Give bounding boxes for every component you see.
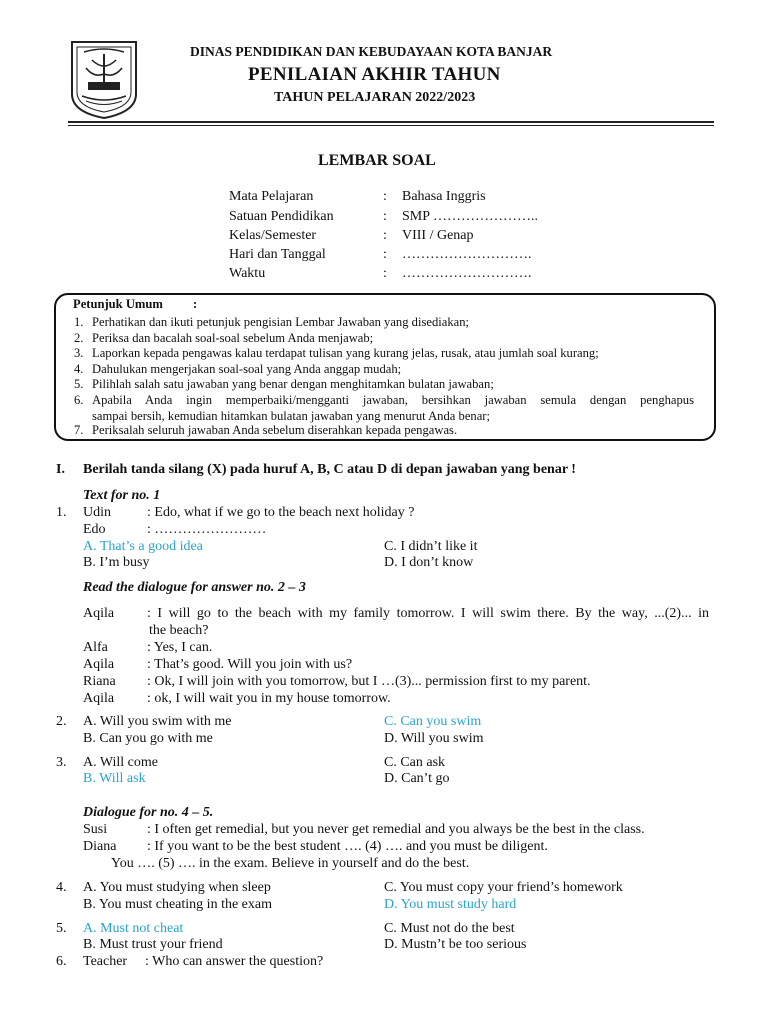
- dialog-speaker: Diana: [83, 839, 117, 854]
- option-a[interactable]: A. You must studying when sleep: [83, 880, 271, 895]
- dialog-text-continued: You …. (5) …. in the exam. Believe in yourself and do the best.: [111, 856, 470, 871]
- info-sep: :: [383, 266, 387, 281]
- option-c[interactable]: C. Can ask: [384, 755, 446, 770]
- info-label: Waktu: [229, 266, 266, 281]
- instruction-text: Apabila Anda ingin memperbaiki/mengganti jawaban, bersihkan jawaban semula dengan penghapus: [92, 393, 694, 407]
- text-heading: Dialogue for no. 4 – 5.: [83, 805, 214, 820]
- info-sep: :: [383, 247, 387, 262]
- regional-crest-icon: [68, 38, 140, 120]
- instruction-number: 2.: [74, 330, 84, 345]
- instructions-heading: Petunjuk Umum: [73, 297, 163, 311]
- option-c[interactable]: C. I didn’t like it: [384, 539, 478, 554]
- option-d-answer[interactable]: D. You must study hard: [384, 897, 517, 912]
- instruction-text: Dahulukan mengerjakan soal-soal yang Anda anggap mudah;: [92, 361, 402, 376]
- info-value: Bahasa Inggris: [402, 189, 486, 204]
- dialog-speaker: Aqila: [83, 691, 115, 706]
- dialog-text: : I will go to the beach with my family tomorrow. I will swim there. By the way, ...(2)... in: [147, 606, 709, 621]
- instruction-text: sampai bersih, kemudian hitamkan bulatan jawaban yang menurut Anda benar;: [92, 408, 490, 423]
- header-agency: DINAS PENDIDIKAN DAN KEBUDAYAAN KOTA BANJAR: [190, 44, 553, 59]
- dialog-text: : Yes, I can.: [147, 640, 213, 655]
- instruction-text: Periksalah seluruh jawaban Anda sebelum diserahkan kepada pengawas.: [92, 423, 458, 438]
- dialog-text: : If you want to be the best student …. (4) …. and you must be diligent.: [147, 839, 548, 854]
- option-b-answer[interactable]: B. Will ask: [83, 771, 146, 786]
- info-value: ……………………….: [402, 266, 532, 281]
- instruction-number: 3.: [74, 346, 84, 361]
- instruction-text: Periksa dan bacalah soal-soal sebelum Anda menjawab;: [92, 330, 374, 345]
- dialog-text: : Ok, I will join with you tomorrow, but I …(3)... permission first to my parent.: [147, 674, 591, 689]
- dialog-text: : Who can answer the question?: [145, 954, 324, 969]
- page-title: LEMBAR SOAL: [318, 152, 436, 169]
- info-sep: :: [383, 228, 387, 243]
- info-label: Satuan Pendidikan: [229, 209, 334, 224]
- info-label: Kelas/Semester: [229, 228, 317, 243]
- option-a[interactable]: A. Will you swim with me: [83, 714, 232, 729]
- info-label: Hari dan Tanggal: [229, 247, 326, 262]
- question-number: 2.: [56, 714, 67, 729]
- dialog-speaker: Aqila: [83, 606, 115, 621]
- instruction-number: 6.: [74, 393, 84, 407]
- question-number: 1.: [56, 505, 67, 520]
- dialog-text: : That’s good. Will you join with us?: [147, 657, 353, 672]
- dialog-speaker: Aqila: [83, 657, 115, 672]
- option-b[interactable]: B. Can you go with me: [83, 731, 213, 746]
- text-heading: Read the dialogue for answer no. 2 – 3: [83, 580, 306, 595]
- option-b[interactable]: B. Must trust your friend: [83, 937, 223, 952]
- option-d[interactable]: D. Mustn’t be too serious: [384, 937, 527, 952]
- instructions-list: [74, 315, 694, 440]
- question-number: 4.: [56, 880, 67, 895]
- option-d[interactable]: D. I don’t know: [384, 555, 474, 570]
- instruction-text: Perhatikan dan ikuti petunjuk pengisian Lembar Jawaban yang disediakan;: [92, 315, 470, 329]
- header-school-year: TAHUN PELAJARAN 2022/2023: [274, 90, 476, 105]
- option-b[interactable]: B. You must cheating in the exam: [83, 897, 272, 912]
- option-c-answer[interactable]: C. Can you swim: [384, 714, 482, 729]
- instruction-number: 4.: [74, 361, 84, 376]
- dialog-speaker: Riana: [83, 674, 116, 689]
- instruction-number: 1.: [74, 315, 84, 329]
- header-exam-title: PENILAIAN AKHIR TAHUN: [248, 64, 501, 85]
- text-heading: Text for no. 1: [83, 488, 161, 503]
- option-d[interactable]: D. Will you swim: [384, 731, 484, 746]
- header-divider-thin: [68, 125, 714, 126]
- info-value: ……………………….: [402, 247, 532, 262]
- dialog-text: : Edo, what if we go to the beach next holiday ?: [147, 505, 415, 520]
- instruction-number: 5.: [74, 377, 84, 392]
- dialog-text-continued: the beach?: [149, 623, 209, 638]
- option-c[interactable]: C. You must copy your friend’s homework: [384, 880, 623, 895]
- info-label: Mata Pelajaran: [229, 189, 314, 204]
- dialog-speaker: Susi: [83, 822, 108, 837]
- dialog-text: : ……………………: [147, 522, 267, 537]
- dialog-speaker: Teacher: [83, 954, 128, 969]
- option-b[interactable]: B. I’m busy: [83, 555, 150, 570]
- dialog-text: : ok, I will wait you in my house tomorrow.: [147, 691, 391, 706]
- instruction-number: 7.: [74, 423, 84, 438]
- instructions-colon: :: [193, 297, 198, 311]
- info-value: SMP …………………..: [402, 209, 539, 224]
- instruction-text: Laporkan kepada pengawas kalau terdapat tulisan yang kurang jelas, rusak, atau jumlah soal kurang;: [92, 346, 599, 361]
- section-number: I.: [56, 462, 65, 477]
- option-d[interactable]: D. Can’t go: [384, 771, 450, 786]
- info-value: VIII / Genap: [402, 228, 474, 243]
- info-sep: :: [383, 209, 387, 224]
- option-a[interactable]: A. Will come: [83, 755, 158, 770]
- instruction-text: Pilihlah salah satu jawaban yang benar dengan menghitamkan bulatan jawaban;: [92, 377, 494, 392]
- question-number: 3.: [56, 755, 67, 770]
- dialog-text: : I often get remedial, but you never get remedial and you always be the best in the class.: [147, 822, 645, 837]
- question-number: 6.: [56, 954, 67, 969]
- option-a-answer[interactable]: A. That’s a good idea: [83, 539, 203, 554]
- option-a-answer[interactable]: A. Must not cheat: [83, 921, 184, 936]
- question-number: 5.: [56, 921, 67, 936]
- section-instruction: Berilah tanda silang (X) pada huruf A, B, C atau D di depan jawaban yang benar !: [83, 462, 576, 477]
- option-c[interactable]: C. Must not do the best: [384, 921, 515, 936]
- header-divider: [68, 121, 714, 123]
- dialog-speaker: Alfa: [83, 640, 108, 655]
- info-sep: :: [383, 189, 387, 204]
- dialog-speaker: Udin: [83, 505, 111, 520]
- dialog-speaker: Edo: [83, 522, 106, 537]
